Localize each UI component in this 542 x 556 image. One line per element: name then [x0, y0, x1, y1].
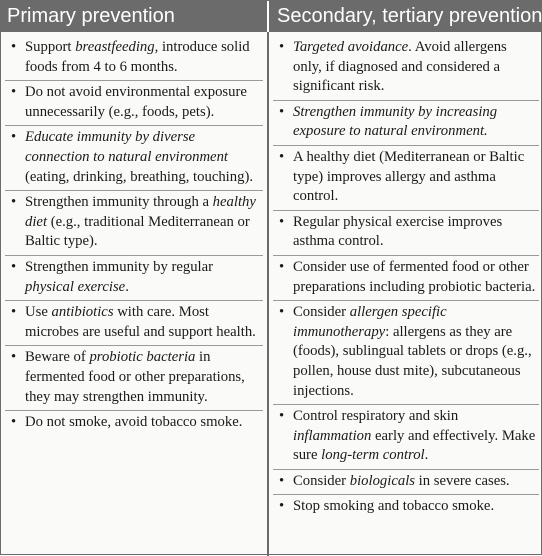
list-item	[5, 36, 263, 81]
text-segment: Support	[25, 39, 76, 55]
list-item-text	[25, 129, 253, 184]
text-segment: Control respiratory and skin	[293, 408, 459, 425]
list-item-text	[293, 104, 497, 140]
bullet-icon: •	[11, 414, 17, 431]
bullet-icon: •	[279, 304, 285, 321]
text-segment: Strengthen immunity by regular	[25, 258, 214, 275]
text-segment: early and effectively. Make sure	[293, 427, 536, 464]
list-item	[273, 36, 539, 101]
list-item-text	[25, 414, 242, 430]
bullet-icon: •	[11, 129, 17, 146]
list-item	[273, 256, 539, 301]
text-segment: : allergens as they are (foods), sublingual tablets or drops (e.g., pollen, house dust mite), subcutaneous injections.	[293, 323, 532, 399]
list-item	[273, 470, 539, 496]
text-segment: Regular physical exercise improves asthma control.	[293, 213, 503, 250]
text-segment: A healthy diet (Mediterranean or Baltic type) improves allergy and asthma control.	[293, 148, 525, 205]
emphasis-text: breastfeeding	[75, 39, 155, 55]
bullet-icon: •	[279, 103, 285, 120]
bullet-icon: •	[279, 408, 285, 425]
text-segment: Consider	[293, 472, 350, 489]
header-primary-prevention: Primary prevention	[1, 1, 267, 32]
text-segment: with care. Most microbes are useful and support health.	[25, 304, 256, 340]
text-segment: (e.g., traditional Mediterranean or Baltic type).	[25, 213, 250, 250]
list-item-text	[25, 349, 245, 404]
emphasis-text: antibiotics	[51, 304, 114, 321]
list-item-text	[25, 39, 250, 75]
text-segment: Stop smoking and tobacco smoke.	[293, 498, 495, 515]
emphasis-text: probiotic bacteria	[89, 349, 196, 366]
list-item	[5, 81, 263, 126]
text-segment: .	[424, 447, 429, 464]
emphasis-text: inflammation	[293, 427, 372, 444]
bullet-icon: •	[11, 39, 17, 55]
bullet-icon: •	[11, 304, 17, 321]
emphasis-text: allergen specific	[349, 304, 447, 321]
list-item-text	[293, 39, 507, 94]
list-item-text	[293, 214, 502, 250]
list-item	[5, 301, 263, 346]
bullet-icon: •	[11, 194, 17, 211]
bullet-icon: •	[279, 148, 285, 165]
list-item	[273, 301, 539, 405]
text-segment: in fermented food or other preparations, they may strengthen immunity.	[25, 349, 245, 405]
list-item	[273, 495, 539, 520]
text-segment: Consider use of fermented food or other preparations including probiotic bacteria.	[293, 258, 536, 295]
emphasis-text: healthy diet	[25, 194, 256, 230]
secondary-prevention-list	[267, 32, 542, 556]
emphasis-text: Targeted avoidance	[293, 39, 409, 55]
bullet-icon: •	[279, 213, 285, 230]
text-segment: Consider	[293, 304, 350, 321]
text-segment: (eating, drinking, breathing, touching).	[25, 168, 254, 185]
list-item-text	[293, 304, 532, 398]
list-item-text	[293, 259, 535, 295]
text-segment: in severe cases.	[415, 472, 510, 489]
list-item-text	[25, 84, 247, 120]
emphasis-text: long-term control	[321, 447, 425, 464]
bullet-icon: •	[279, 472, 285, 489]
list-item	[273, 146, 539, 211]
list-item-text	[293, 408, 535, 463]
list-item-text	[293, 498, 494, 514]
list-item-text	[293, 473, 510, 489]
emphasis-text: immunotherapy	[293, 323, 386, 340]
list-item	[5, 256, 263, 301]
list-item	[273, 211, 539, 256]
bullet-icon: •	[11, 258, 17, 275]
bullet-icon: •	[279, 498, 285, 515]
text-segment: Do not smoke, avoid tobacco smoke.	[25, 414, 243, 431]
bullet-icon: •	[279, 39, 285, 55]
emphasis-text: physical exercise	[25, 278, 126, 295]
primary-prevention-list	[1, 32, 267, 556]
bullet-icon: •	[279, 258, 285, 275]
text-segment: .	[125, 278, 129, 295]
bullet-icon: •	[11, 84, 17, 101]
list-item-text	[25, 194, 256, 249]
list-item	[5, 191, 263, 256]
list-item	[273, 101, 539, 146]
emphasis-text: Educate immunity by diverse connection to natural environment	[25, 129, 228, 165]
list-item-text	[25, 259, 213, 295]
text-segment: , introduce solid foods from 4 to 6 months.	[25, 39, 250, 75]
list-item	[273, 405, 539, 470]
list-item	[5, 126, 263, 191]
text-segment: Do not avoid environmental exposure unnecessarily (e.g., foods, pets).	[25, 84, 247, 120]
emphasis-text: biologicals	[349, 472, 415, 489]
text-segment: . Avoid allergens only, if diagnosed and considered a significant risk.	[293, 39, 507, 95]
list-item-text	[293, 149, 524, 204]
emphasis-text: Strengthen immunity by increasing exposure to natural environment.	[293, 103, 498, 140]
list-item-text	[25, 304, 256, 340]
list-item	[5, 411, 263, 436]
list-item	[5, 346, 263, 411]
text-segment: Beware of	[25, 349, 90, 366]
text-segment: Strengthen immunity through a	[25, 194, 213, 211]
bullet-icon: •	[11, 349, 17, 366]
text-segment: Use	[25, 304, 52, 321]
header-secondary-tertiary-prevention: Secondary, tertiary prevention	[267, 1, 542, 32]
